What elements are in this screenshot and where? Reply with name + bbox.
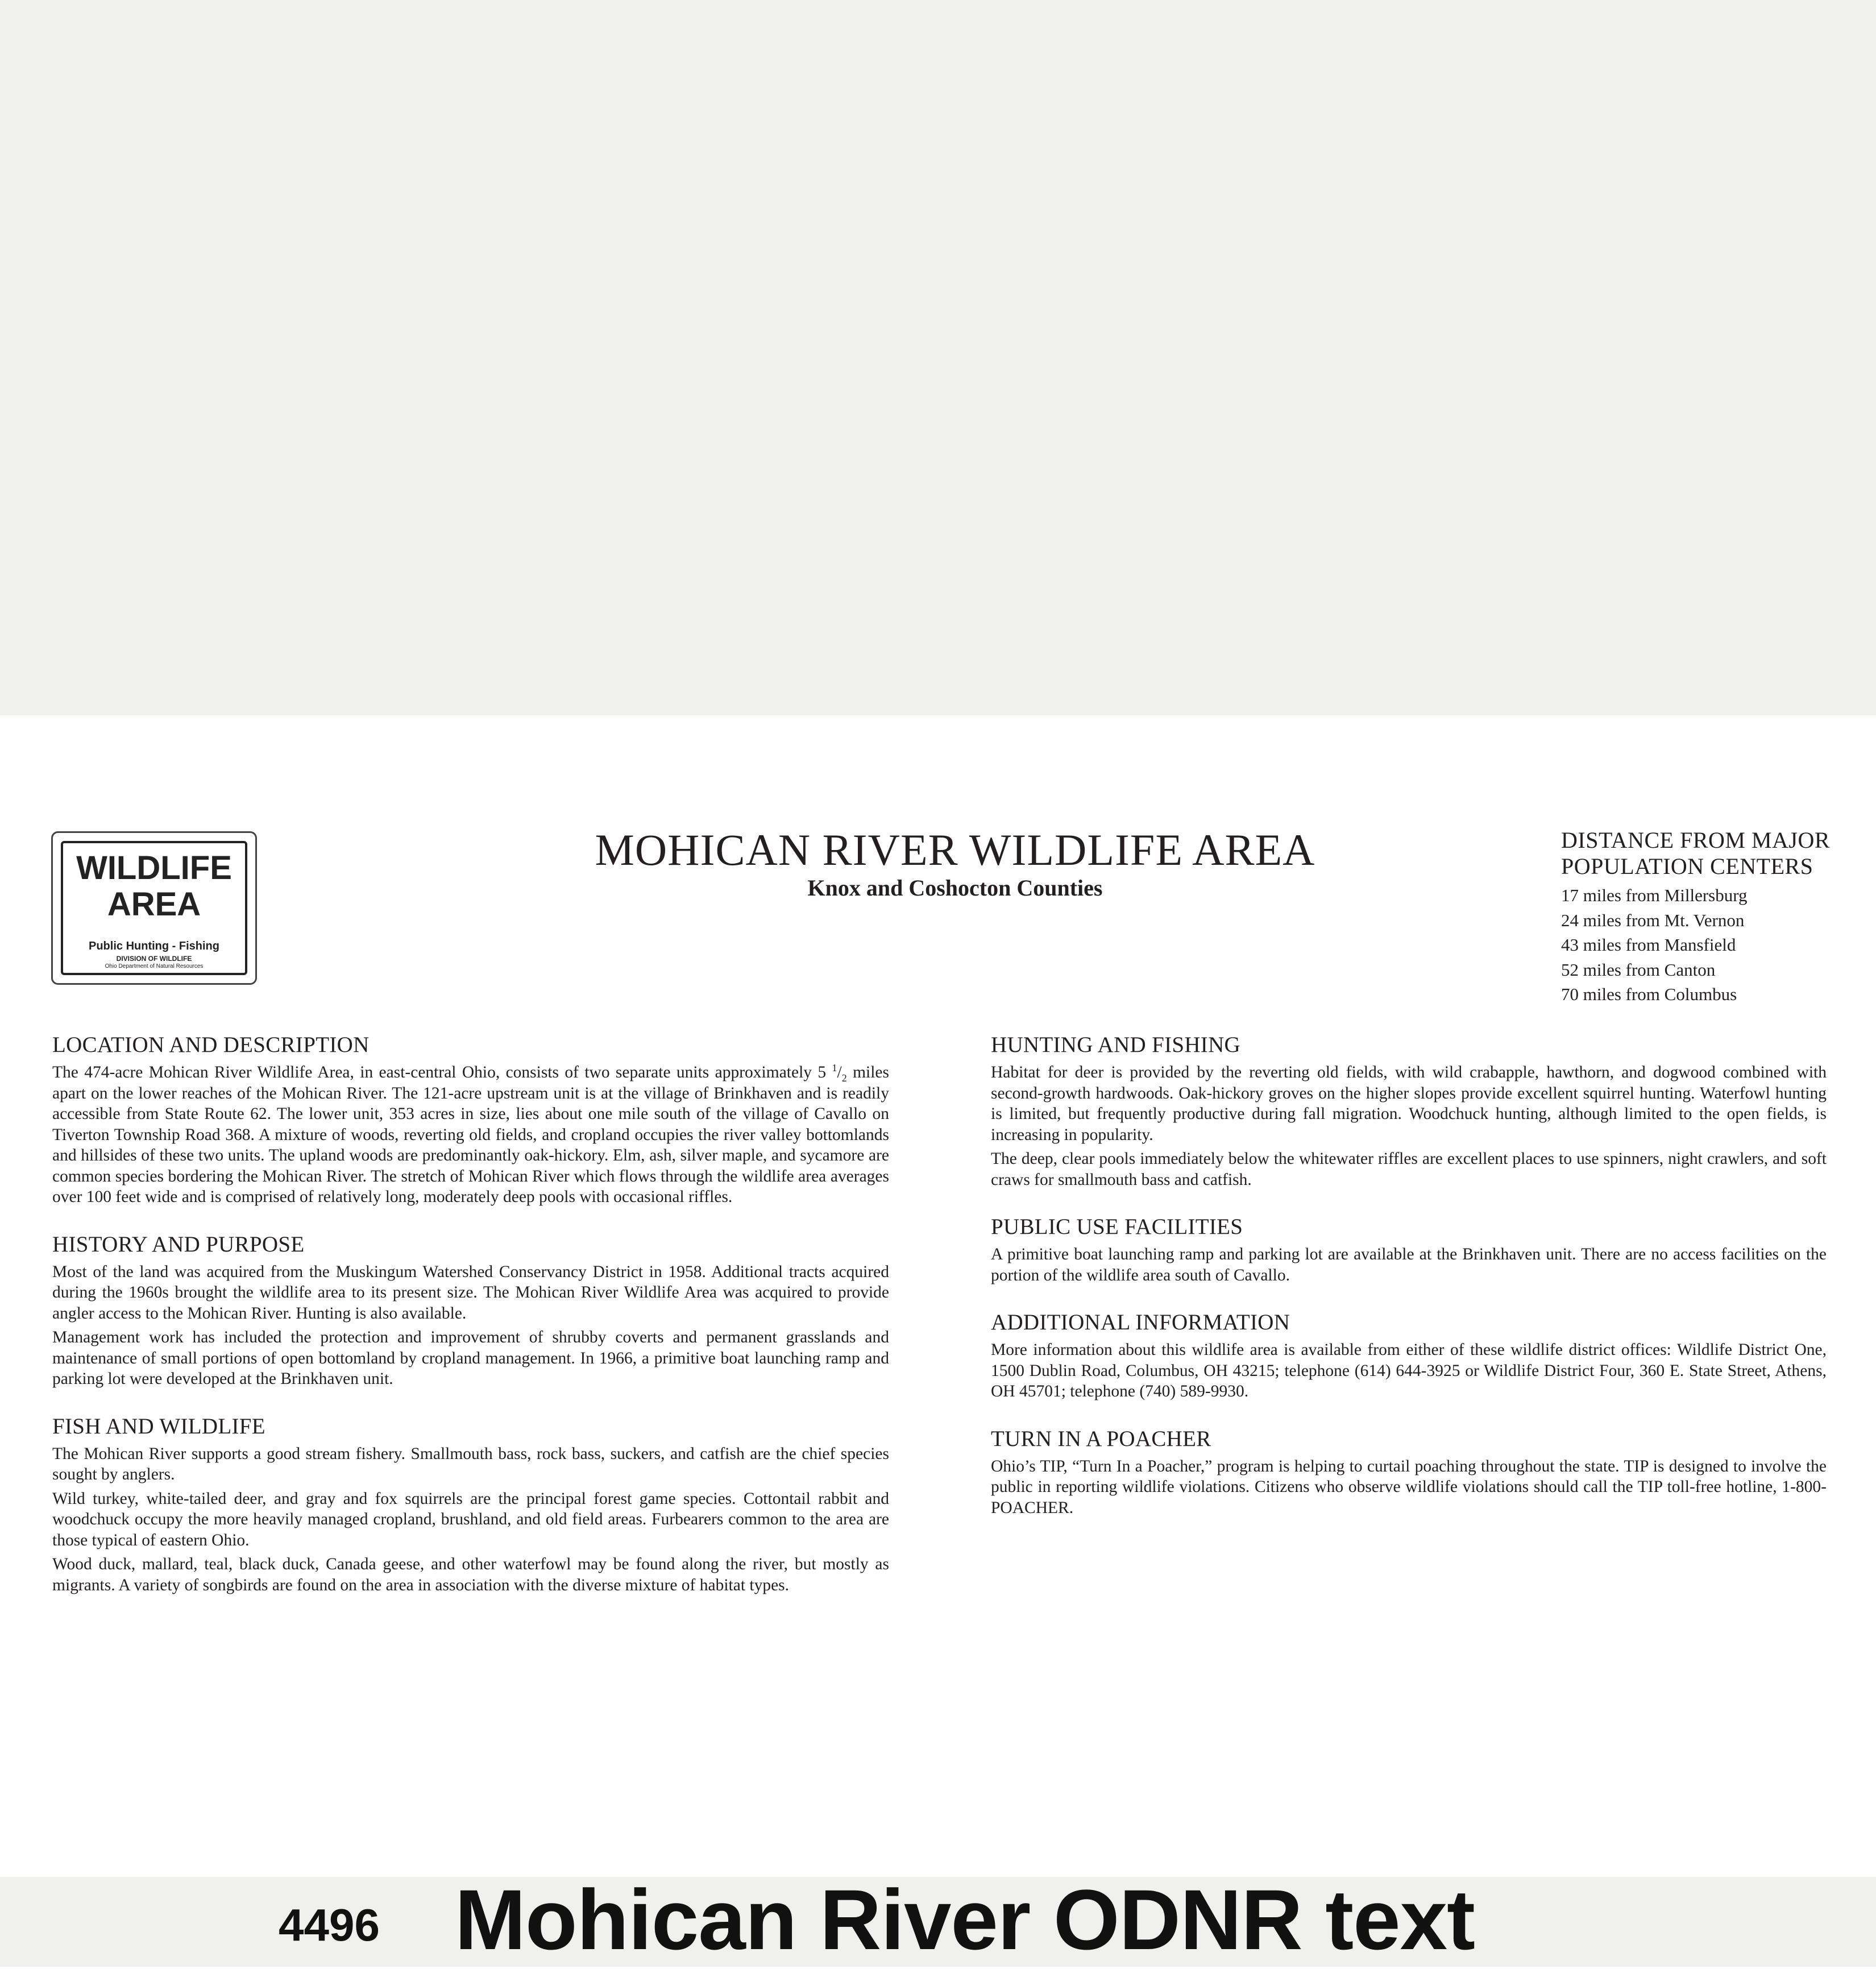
section-location bbox=[52, 1032, 889, 1208]
sign-subtitle: Public Hunting - Fishing bbox=[89, 940, 219, 952]
section-title: HUNTING AND FISHING bbox=[991, 1033, 1241, 1057]
section-title: LOCATION AND DESCRIPTION bbox=[52, 1033, 370, 1057]
section-paragraph: Wood duck, mallard, teal, black duck, Canada geese, and other waterfowl may be found along the river, but mostly as migrants. A variety of songbirds are found on the area in association with the diverse mixture of habitat types. bbox=[52, 1555, 889, 1594]
distance-heading-line: DISTANCE FROM MAJOR bbox=[1561, 827, 1831, 853]
section-paragraph: Wild turkey, white-tailed deer, and gray and fox squirrels are the principal forest game species. Cottontail rabbit and woodchuck occupy the more heavily managed cropland, brushland, and old field areas. Furbearers common to the area are those typical of eastern Ohio. bbox=[52, 1489, 889, 1549]
section-title: FISH AND WILDLIFE bbox=[52, 1413, 265, 1439]
section-paragraph: The deep, clear pools immediately below the whitewater riffles are excellent places to use spinners, night crawlers, and soft craws for smallmouth bass and catfish. bbox=[991, 1150, 1827, 1189]
footer-title: Mohican River ODNR text bbox=[455, 1872, 1475, 1967]
right-column bbox=[991, 1032, 1827, 1542]
fraction-denominator: 2 bbox=[841, 1072, 847, 1084]
sign-department: Ohio Department of Natural Resources bbox=[105, 963, 204, 969]
section-title: HISTORY AND PURPOSE bbox=[52, 1232, 305, 1257]
section-turn-in-poacher bbox=[991, 1426, 1827, 1519]
section-paragraph: A primitive boat launching ramp and parking lot are available at the Brinkhaven unit. There are no access facilities on the portion of the wildlife area south of Cavallo. bbox=[991, 1245, 1827, 1284]
section-additional-info bbox=[991, 1309, 1827, 1402]
sign-inner-border bbox=[61, 841, 247, 975]
section-fish-wildlife bbox=[52, 1413, 889, 1596]
section-history bbox=[52, 1232, 889, 1390]
wildlife-area-sign-logo bbox=[51, 831, 257, 985]
section-paragraph bbox=[52, 1062, 889, 1208]
sign-division: DIVISION OF WILDLIFE bbox=[116, 955, 192, 963]
distance-panel bbox=[1561, 827, 1857, 1007]
footer-number: 4496 bbox=[279, 1900, 380, 1950]
paragraph-text: The 474-acre Mohican River Wildlife Area, in east-central Ohio, consists of two separate units approximately 5 bbox=[52, 1063, 832, 1081]
fraction-numerator: 1 bbox=[832, 1062, 837, 1074]
distance-item: 70 miles from Columbus bbox=[1561, 984, 1737, 1004]
page-title: MOHICAN RIVER WILDLIFE AREA bbox=[595, 825, 1315, 874]
section-paragraph: Ohio’s TIP, “Turn In a Poacher,” program is helping to curtail poaching throughout the state. TIP is designed to involve the public in reporting wildlife violations. Citizens who observe wildlife violations should call the TIP toll-free hotline, 1-800-POACHER. bbox=[991, 1457, 1827, 1517]
section-paragraph: More information about this wildlife area is available from either of these wildlife district offices: Wildlife District One, 1500 Dublin Road, Columbus, OH 43215; telephone (614) 644-3925 or Wildlife District Four, 360 E. State Street, Athens, OH 45701; telephone (740) 589-9930. bbox=[991, 1341, 1827, 1400]
fraction-slash: / bbox=[837, 1063, 842, 1081]
section-title: ADDITIONAL INFORMATION bbox=[991, 1310, 1290, 1334]
distance-item: 52 miles from Canton bbox=[1561, 959, 1716, 980]
distance-heading bbox=[1561, 827, 1857, 880]
section-paragraph: The Mohican River supports a good stream fishery. Smallmouth bass, rock bass, suckers, and catfish are the chief species sought by anglers. bbox=[52, 1444, 889, 1483]
section-paragraph: Management work has included the protection and improvement of shrubby coverts and permanent grasslands and maintenance of small portions of open bottomland by cropland management. In 1966, a primitive boat launching ramp and parking lot were developed at the Brinkhaven unit. bbox=[52, 1328, 889, 1388]
section-paragraph: Habitat for deer is provided by the reverting old fields, with wild crabapple, hawthorn, and dogwood combined with second-growth hardwoods. Oak-hickory groves on the higher slopes provide excellent squirrel hunting. Waterfowl hunting is limited, but frequently productive during fall migration. Woodchuck hunting, although limited to the open fields, is increasing in popularity. bbox=[991, 1063, 1827, 1144]
paragraph-text: miles apart on the lower reaches of the Mohican River. The 121-acre upstream unit is at the village of Brinkhaven and is readily accessible from State Route 62. The lower unit, 353 acres in size, lies about one mile south of the village of Cavallo on Tiverton Township Road 368. A mixture of woods, reverting old fields, and cropland occupies the river valley bottomlands and hillsides of these two units. The upland woods are predominantly oak-hickory. Elm, ash, silver maple, and sycamore are common species bordering the Mohican River. The stretch of Mohican River which flows through the wildlife area averages over 100 feet wide and is comprised of relatively long, moderately deep pools with occasional riffles. bbox=[52, 1063, 889, 1206]
left-column bbox=[52, 1032, 889, 1619]
distance-heading-line: POPULATION CENTERS bbox=[1561, 853, 1813, 879]
distance-list bbox=[1561, 883, 1857, 1007]
section-title: PUBLIC USE FACILITIES bbox=[991, 1214, 1243, 1239]
page-subtitle: Knox and Coshocton Counties bbox=[807, 875, 1103, 901]
section-hunting-fishing bbox=[991, 1032, 1827, 1190]
distance-item: 17 miles from Millersburg bbox=[1561, 885, 1748, 905]
sign-title: WILDLIFE AREA bbox=[76, 849, 232, 923]
distance-item: 43 miles from Mansfield bbox=[1561, 935, 1736, 955]
section-title: TURN IN A POACHER bbox=[991, 1426, 1211, 1451]
section-paragraph: Most of the land was acquired from the Muskingum Watershed Conservancy District in 1958. Additional tracts acquired during the 1960s brought the wildlife area to its present size. The Mohican River Wildlife Area was acquired to provide angler access to the Mohican River. Hunting is also available. bbox=[52, 1262, 889, 1323]
distance-item: 24 miles from Mt. Vernon bbox=[1561, 910, 1745, 930]
top-blank-band bbox=[0, 0, 1876, 715]
section-public-use bbox=[991, 1214, 1827, 1286]
